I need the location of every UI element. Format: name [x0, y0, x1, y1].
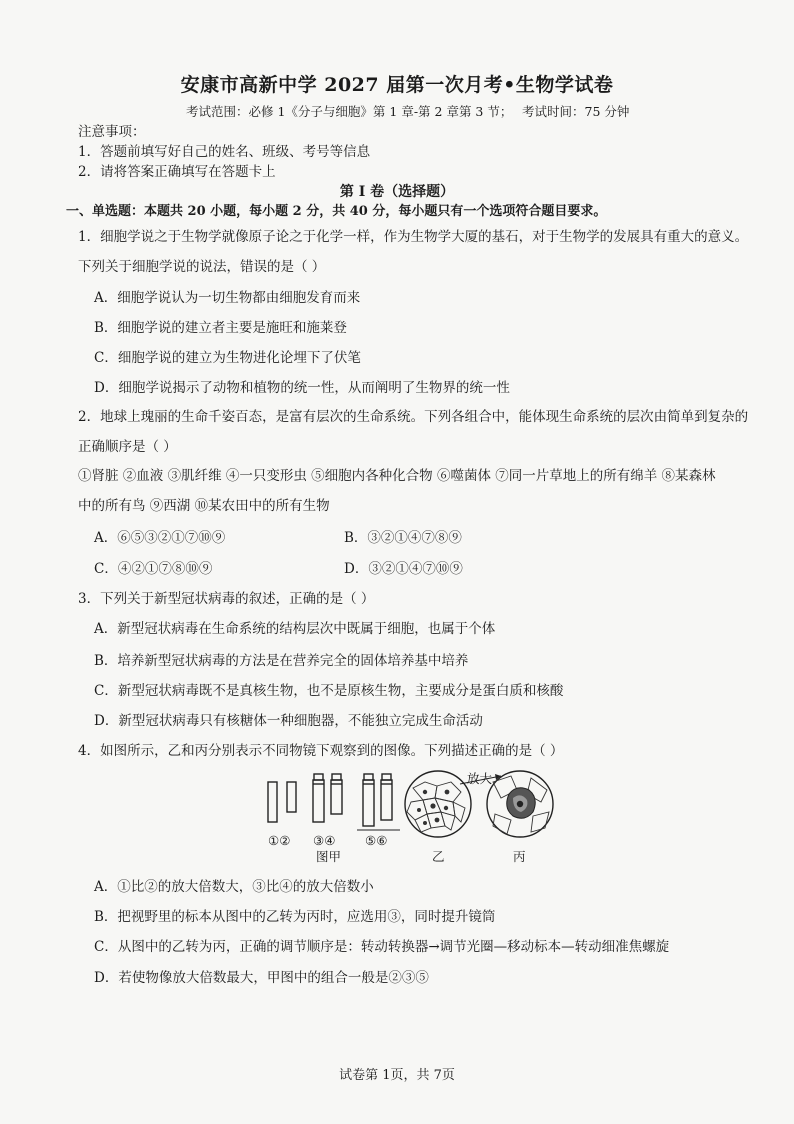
- q1-stem-line1: 1．细胞学说之于生物学就像原子论之于化学一样，作为生物学大厦的基石，对于生物学的发展具有重大的意义。: [78, 229, 749, 245]
- q2-stem-line2: 正确顺序是（ ）: [78, 439, 177, 455]
- q1-option-c: C．细胞学说的建立为生物进化论埋下了伏笔: [94, 350, 361, 366]
- q1-stem-line2: 下列关于细胞学说的说法，错误的是（ ）: [78, 259, 326, 275]
- q1-option-b: B．细胞学说的建立者主要是施旺和施莱登: [94, 320, 347, 336]
- q1-option-d: D．细胞学说揭示了动物和植物的统一性，从而阐明了生物界的统一性: [94, 380, 510, 396]
- label-objective-34: ③④: [313, 833, 336, 848]
- q4-option-b: B．把视野里的标本从图中的乙转为丙时，应选用③，同时提升镜筒: [94, 909, 496, 925]
- page-footer: 试卷第 1页，共 7页: [339, 1068, 455, 1083]
- q4-stem: 4．如图所示，乙和丙分别表示不同物镜下观察到的图像。下列描述正确的是（ ）: [78, 743, 564, 759]
- q4-option-d: D．若使物像放大倍数最大，甲图中的组合一般是②③⑤: [94, 970, 429, 986]
- q2-stem-line1: 2．地球上瑰丽的生命千姿百态，是富有层次的生命系统。下列各组合中，能体现生命系统的层次由简单到复杂的: [78, 409, 749, 425]
- q2-option-d: D．③②①④⑦⑩⑨: [344, 561, 463, 577]
- notes-item-2: 2．请将答案正确填写在答题卡上: [78, 164, 276, 180]
- microscope-figure: [255, 768, 555, 868]
- notes-item-1: 1．答题前填写好自己的姓名、班级、考号等信息: [78, 144, 371, 160]
- label-figure-jia: 图甲: [316, 849, 342, 864]
- figure-drawing: [255, 768, 555, 868]
- q2-option-c: C．④②①⑦⑧⑩⑨: [94, 561, 213, 577]
- exam-scope: 考试范围：必修 1《分子与细胞》第 1 章-第 2 章第 3 节；: [186, 104, 513, 119]
- q2-items-line2: 中的所有鸟 ⑨西湖 ⑩某农田中的所有生物: [78, 498, 330, 514]
- q2-items-line1: ①肾脏 ②血液 ③肌纤维 ④一只变形虫 ⑤细胞内各种化合物 ⑥噬菌体 ⑦同一片草地上的所有绵羊 ⑧某森林: [78, 468, 716, 484]
- zoom-label: 放大: [467, 771, 493, 786]
- section-instruction: 一、单选题：本题共 20 小题，每小题 2 分，共 40 分，每小题只有一个选项符合题目要求。: [66, 204, 607, 219]
- q1-option-a: A．细胞学说认为一切生物都由细胞发育而来: [94, 290, 361, 306]
- exam-title: 安康市高新中学 2027 届第一次月考•生物学试卷: [180, 74, 614, 96]
- label-eyepiece-12: ①②: [268, 833, 291, 848]
- q3-option-b: B．培养新型冠状病毒的方法是在营养完全的固体培养基中培养: [94, 653, 469, 669]
- exam-time: 考试时间：75 分钟: [522, 104, 630, 119]
- q4-option-a: A．①比②的放大倍数大，③比④的放大倍数小: [94, 879, 374, 895]
- section-title: 第 I 卷（选择题）: [339, 184, 455, 200]
- label-figure-yi: 乙: [432, 849, 445, 864]
- q3-option-a: A．新型冠状病毒在生命系统的结构层次中既属于细胞，也属于个体: [94, 621, 496, 637]
- notes-heading: 注意事项：: [78, 124, 146, 140]
- q2-option-a: A．⑥⑤③②①⑦⑩⑨: [94, 530, 226, 546]
- q4-option-c: C．从图中的乙转为丙，正确的调节顺序是：转动转换器→调节光圈—移动标本—转动细准焦螺旋: [94, 939, 670, 955]
- q2-option-b: B．③②①④⑦⑧⑨: [344, 530, 462, 546]
- q3-option-c: C．新型冠状病毒既不是真核生物，也不是原核生物，主要成分是蛋白质和核酸: [94, 683, 564, 699]
- q3-stem: 3．下列关于新型冠状病毒的叙述，正确的是（ ）: [78, 591, 375, 607]
- label-figure-bing: 丙: [513, 849, 526, 864]
- q3-option-d: D．新型冠状病毒只有核糖体一种细胞器，不能独立完成生命活动: [94, 713, 483, 729]
- label-objective-56: ⑤⑥: [365, 833, 388, 848]
